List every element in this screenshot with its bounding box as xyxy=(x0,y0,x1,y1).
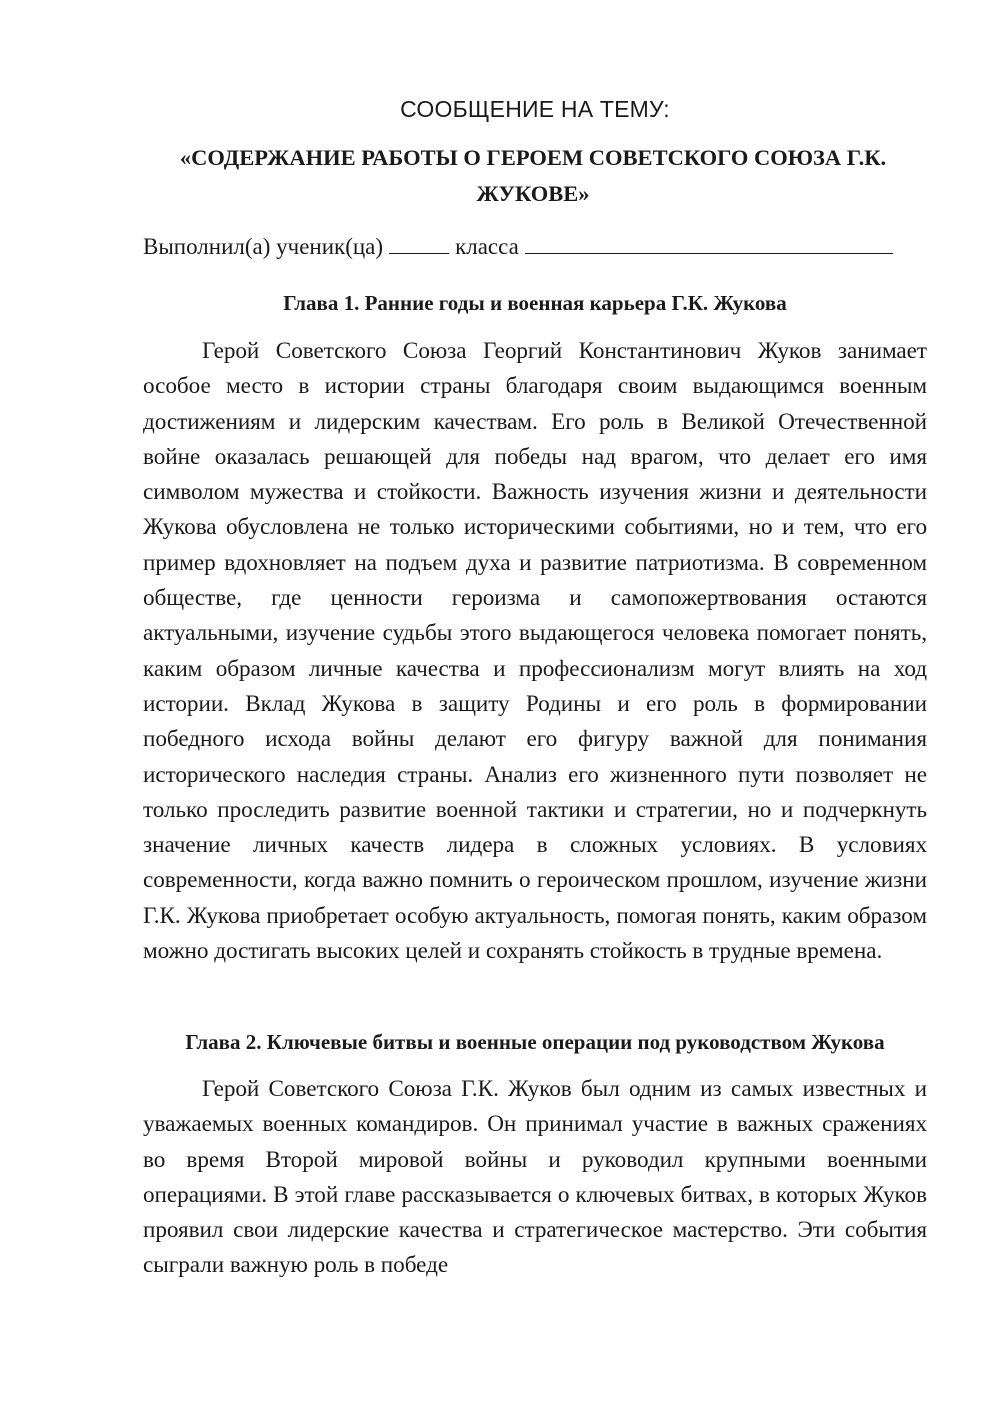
chapter-1-title: Глава 1. Ранние годы и военная карьера Г.К. Жукова xyxy=(283,291,787,315)
performer-line xyxy=(143,230,933,264)
chapter-2-paragraph: Герой Советского Союза Г.К. Жуков был одним из самых известных и уважаемых военных командиров. Он принимал участие в важных сражениях во время Второй мировой войны и руководил крупными военными операциями. В этой главе рассказывается о ключевых битвах, в которых Жуков проявил свои лидерские качества и стратегическое мастерство. Эти события сыграли важную роль в победе xyxy=(143,1076,927,1279)
class-name-blank xyxy=(525,231,893,254)
document-subtitle: СООБЩЕНИЕ НА ТЕМУ: xyxy=(400,96,670,122)
performer-class-label: класса xyxy=(455,234,519,259)
class-number-blank xyxy=(389,231,449,254)
document-title: «СОДЕРЖАНИЕ РАБОТЫ О ГЕРОЕМ СОВЕТСКОГО СОЮЗА Г.К. ЖУКОВЕ» xyxy=(179,145,887,206)
chapter-1-paragraph: Герой Советского Союза Георгий Константинович Жуков занимает особое место в истории страны благодаря своим выдающимся военным достижениям и лидерским качествам. Его роль в Великой Отечественной войне оказалась решающей для победы над врагом, что делает его имя символом мужества и стойкости. Важность изучения жизни и деятельности Жукова обусловлена не только историческими событиями, но и тем, что его пример вдохновляет на подъем духа и развитие патриотизма. В современном обществе, где ценности героизма и самопожертвования остаются актуальными, изучение судьбы этого выдающегося человека помогает понять, каким образом личные качества и профессионализм могут влиять на ход истории. Вклад Жукова в защиту Родины и его роль в формировании победного исхода войны делают его фигуру важной для понимания исторического наследия страны. Анализ его жизненного пути позволяет не только проследить развитие военной тактики и стратегии, но и подчеркнуть значение личных качеств лидера в сложных условиях. В условиях современности, когда важно помнить о героическом прошлом, изучение жизни Г.К. Жукова приобретает особую актуальность, помогая понять, каким образом можно достигать высоких целей и сохранять стойкость в трудные времена. xyxy=(143,338,927,965)
chapter-2-title: Глава 2. Ключевые битвы и военные операции под руководством Жукова xyxy=(185,1030,885,1054)
performer-prefix: Выполнил(а) ученик(ца) xyxy=(143,234,384,259)
